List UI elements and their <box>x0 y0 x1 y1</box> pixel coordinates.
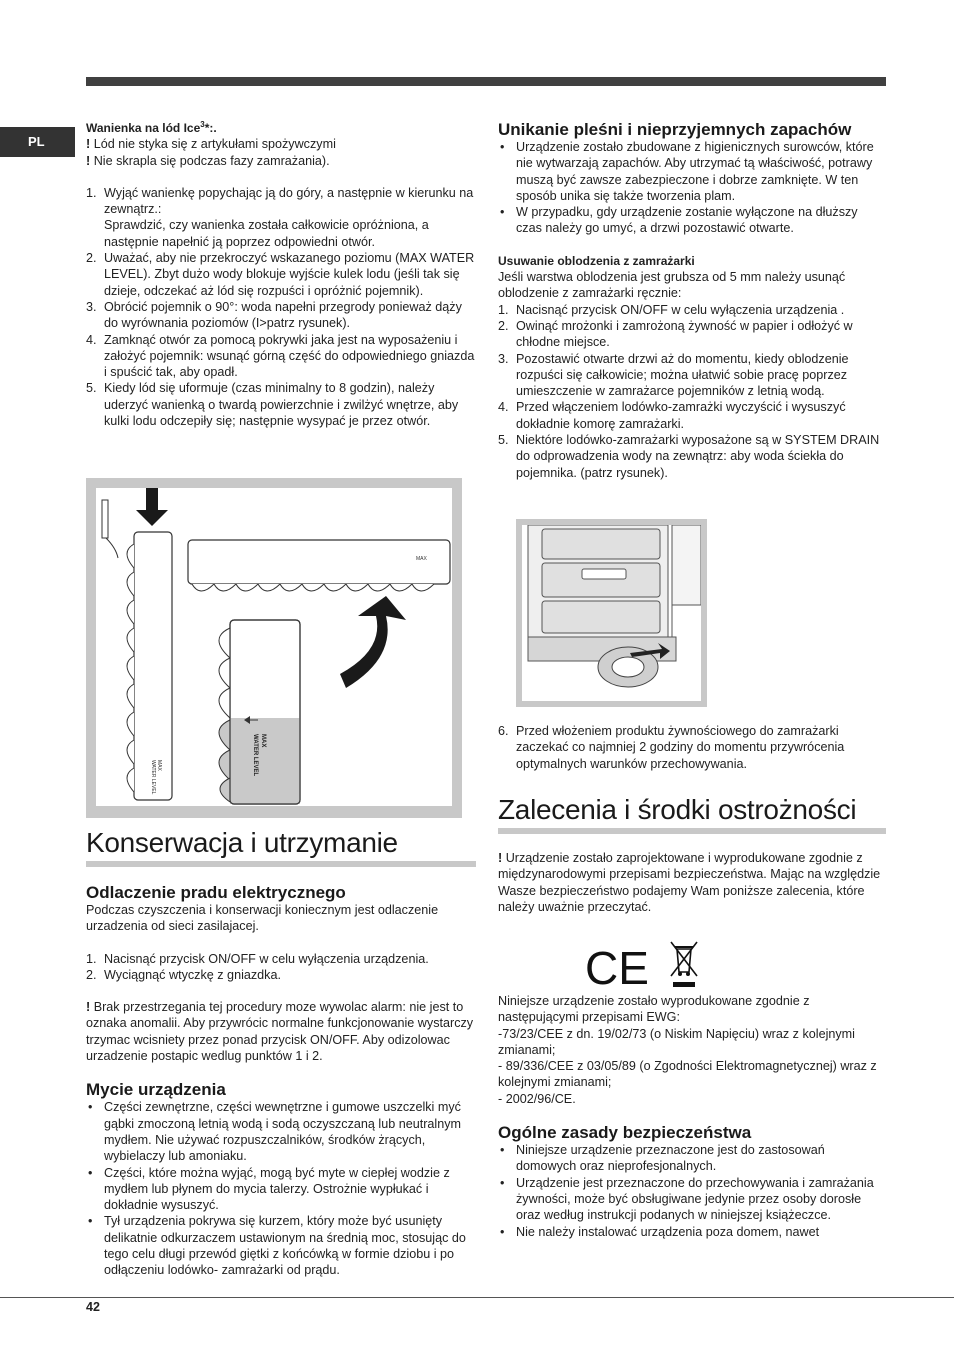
power-steps <box>86 951 476 984</box>
mould-title: Unikanie pleśni i nieprzyjemnych zapachów <box>498 120 852 139</box>
general-safety-title: Ogólne zasady bezpieczeństwa <box>498 1123 752 1143</box>
footer-rule <box>0 1297 954 1298</box>
ice-tray-steps <box>86 185 476 429</box>
power-warning: ! Brak przestrzegania tej procedury moze wywolac alarm: nie jest to oznaka anomalii. Aby przywrócic normalne funkcjonowanie wystarczy trzymac wcisniety przez ponad przycisk ON/OFF. Aby odizolowac urzadzenie postapic wedlug punktów 1 i 2. <box>86 1000 474 1064</box>
cleaning-title: Mycie urządzenia <box>86 1080 226 1100</box>
list-item: • Urządzenie jest przeznaczone do przechowywania i zamrażania żywności, może być obsługiwane jedynie przez osoby dorosłe oraz według instrukcji podanych w niniejszej książeczce. <box>498 1175 886 1224</box>
power-intro: Podczas czyszczenia i konserwacji koniecznym jest odlaczenie urzadzenia od sieci zasilajacej. <box>86 903 439 934</box>
list-item: • Nie należy instalować urządzenia poza domem, nawet <box>498 1224 886 1240</box>
ice-tray-figure <box>86 478 462 818</box>
down-arrow-icon <box>136 488 168 526</box>
conformity-line: - 89/336/CEE z 03/05/89 (o Zgodności Elektromagnetycznej) wraz z kolejnymi zmianami; <box>498 1059 877 1090</box>
top-bar <box>86 77 886 86</box>
defrost-steps <box>498 302 886 481</box>
maintenance-section <box>86 826 476 1279</box>
note: ! Nie skrapla się podczas fazy zamrażania). <box>86 153 330 168</box>
note: ! Lód nie styka się z artykułami spożywczymi <box>86 137 336 152</box>
list-item: 2. Owinąć mrożonki i zamrożoną żywność w papier i odłożyć w chłodne miejsce. <box>498 318 853 350</box>
weee-bin-icon <box>671 942 697 987</box>
list-item: 1. Nacisnąć przycisk ON/OFF w celu wyłączenia urządzenia . <box>498 302 845 317</box>
svg-text:MAX: MAX <box>260 734 266 748</box>
list-item: • Urządzenie zostało zbudowane z higienicznych surowców, które nie wytwarzają zapachów. Aby utrzymać tą właściwość, potrawy muszą być zawsze zabezpieczone i dobrze zamknięte. W ten sposób unika się także tworzenia plam. <box>498 139 886 204</box>
svg-text:WATER LEVEL: WATER LEVEL <box>252 734 258 777</box>
language-tab: PL <box>0 127 75 157</box>
conformity-line: Niniejsze urządzenie zostało wyprodukowane zgodnie z następującymi przepisami EWG: <box>498 994 810 1025</box>
defrost-title: Usuwanie oblodzenia z zamrażarki <box>498 253 695 268</box>
list-item: 4. Zamknąć otwór za pomocą pokrywki jaka jest na wyposażeniu i założyć pojemnik: wsunąć górną część do odpowiedniego gniazda i spuścić tak, aby opadł. <box>86 332 475 380</box>
ice-tray-section <box>86 120 476 429</box>
list-item: 1. Wyjąć wanienkę popychając ją do góry, a następnie w kierunku na zewnątrz.: Sprawdzić, czy wanienka została całkowicie opróżniona, a następnie napełnić ją poprzez odpowiedni otwór. <box>86 185 474 249</box>
certification-marks <box>585 938 705 996</box>
drain-figure <box>516 519 707 707</box>
safety-intro: ! Urządzenie zostało zaprojektowane i wyprodukowane zgodnie z międzynarodowymi przepisami bezpieczeństwa. Mając na względzie Wasze bezpieczeństwo podajemy Wam poniższe zalecenia, które należy uważnie przeczytać. <box>498 851 881 914</box>
list-item: 3. Pozostawić otwarte drzwi aż do momentu, kiedy oblodzenie rozpuści się całkowicie; można ułatwić sobie pracę poprzez umieszczenie w zamrażarce pojemników z letnią wodą. <box>498 351 849 399</box>
power-title: Odlaczenie pradu elektrycznego <box>86 883 346 902</box>
mould-list <box>498 139 886 237</box>
list-item: • W przypadku, gdy urządzenie zostanie wyłączone na dłuższy czas należy go umyć, a drzwi pozostawić otwarte. <box>498 204 886 237</box>
list-item: 6. Przed włożeniem produktu żywnościowego do zamrażarki zaczekać co najmniej 2 godziny do momentu przywrócenia optymalnych warunków przechowywania. <box>498 724 845 771</box>
list-item: 1. Nacisnąć przycisk ON/OFF w celu wyłączenia urządzenia. <box>86 951 429 966</box>
defrost-step6 <box>498 723 886 772</box>
list-item: 5. Kiedy lód się uformuje (czas minimalny to 8 godzin), należy uderzyć wanienką o twardą powierzchnie i zwilżyć wnętrze, aby kulki lodu odczepiły się; następnie wysypać je przez otwór. <box>86 381 459 429</box>
ce-mark-icon: CE <box>585 942 649 992</box>
ice-tray-illustration <box>96 488 452 806</box>
right-column <box>498 120 886 481</box>
list-item: 2. Uważać, aby nie przekroczyć wskazanego poziomu (MAX WATER LEVEL). Zbyt dużo wody blokuje wyjście kulek lodu (jeśli tak się dzieje, odczekać aż lód się rozpuści i opróżnić pojemnik). <box>86 251 475 298</box>
defrost-intro: Jeśli warstwa oblodzenia jest grubsza od 5 mm należy usunąć oblodzenie z zamrażarki ręcznie: <box>498 270 846 301</box>
general-safety-list <box>498 1142 886 1240</box>
rotate-arrow-icon <box>340 596 406 688</box>
svg-text:MAX: MAX <box>156 760 162 771</box>
list-item: 5. Niektóre lodówko-zamrażarki wyposażone są w SYSTEM DRAIN do odprowadzenia wody na zewnątrz: aby woda ściekła do pojemnika. (patrz rysunek). <box>498 433 880 480</box>
drain-illustration <box>522 525 701 701</box>
conformity-section <box>498 993 886 1240</box>
list-item: 2. Wyciągnąć wtyczkę z gniazdka. <box>86 967 281 982</box>
list-item: • Niniejsze urządzenie przeznaczone jest do zastosowań domowych oraz nieprofesjonalnych. <box>498 1142 886 1175</box>
list-item: • Części zewnętrzne, części wewnętrzne i gumowe uszczelki myć gąbki zmoczoną letnią wodą i sodą oczyszczaną lub neutralnym mydłem. Nie używać rozpuszczalników, środków żrących, wybielaczy lub amoniaku. <box>86 1099 476 1164</box>
safety-title: Zalecenia i środki ostrożności <box>498 793 886 834</box>
list-item: • Części, które można wyjąć, mogą być myte w ciepłej wodzie z mydłem lub płynem do mycia talerzy. Ostrożnie wypłukać i dokładnie wysuszyć. <box>86 1165 476 1214</box>
list-item: • Tył urządzenia pokrywa się kurzem, który może być usunięty delikatnie odkurzaczem ustawionym na średnią moc, stosując do tego celu długi przewód giętki z końcówką w formie dziobu i po odłączeniu lodówko- zamrażarki od prądu. <box>86 1213 476 1278</box>
page-number: 42 <box>86 1300 100 1314</box>
list-item: 4. Przed włączeniem lodówko-zamrażki wyczyścić i wysuszyć dokładnie komorę zamrażarki. <box>498 400 846 431</box>
cleaning-list <box>86 1099 476 1278</box>
ice-tray-title: Wanienka na lód Ice$^3$*:. <box>86 120 217 135</box>
maintenance-title: Konserwacja i utrzymanie <box>86 826 476 867</box>
list-item: 3. Obrócić pojemnik o 90°: woda napełni przegrody ponieważ dąży do wyrównania poziomów (I>patrz rysunek). <box>86 299 462 331</box>
conformity-line: -73/23/CEE z dn. 19/02/73 (o Niskim Napięciu) wraz z kolejnymi zmianami; <box>498 1026 855 1057</box>
safety-section <box>498 793 886 915</box>
svg-text:WATER LEVEL: WATER LEVEL <box>150 760 156 795</box>
conformity-line: - 2002/96/CE. <box>498 1091 576 1106</box>
svg-text:MAX: MAX <box>416 556 427 562</box>
